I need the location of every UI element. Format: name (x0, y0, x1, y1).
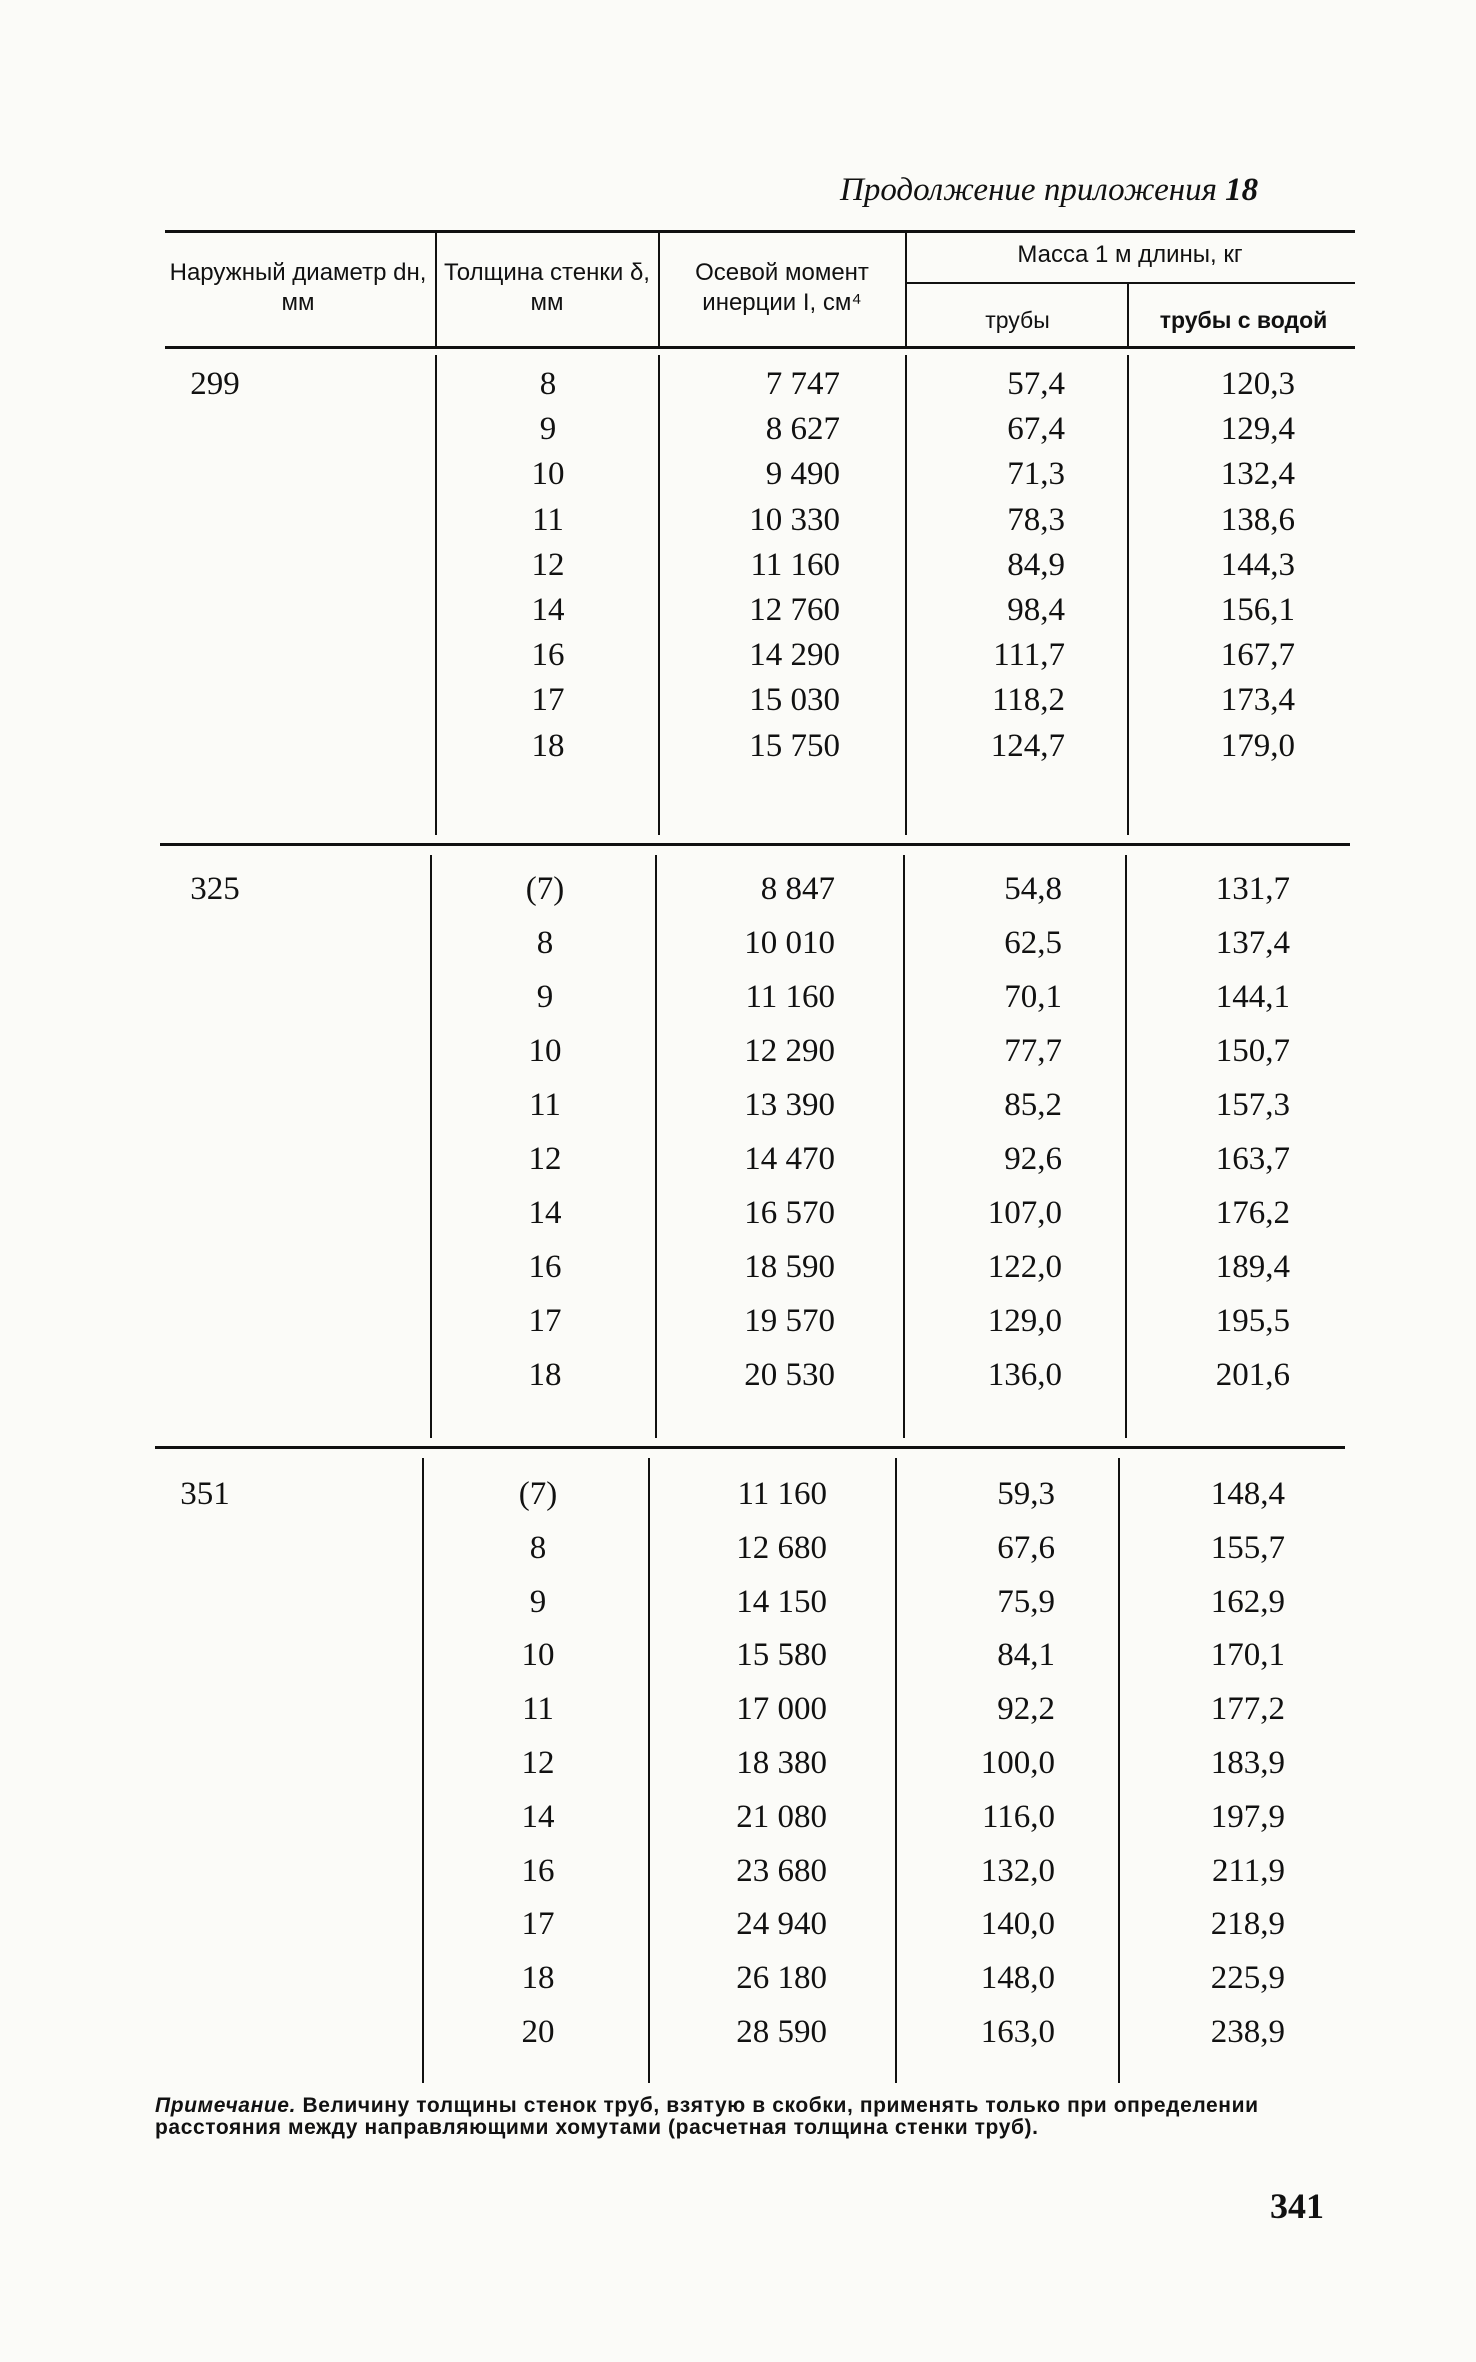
moment-cell: 19 570 (744, 1303, 835, 1339)
note-label: Примечание. (155, 2094, 296, 2117)
pipe-water-mass-cell: 144,3 (1220, 546, 1295, 583)
header-outer-diameter: Наружный диаметр dн, мм (169, 259, 427, 316)
pipe-water-mass-cell: 189,4 (1215, 1249, 1290, 1285)
note-text: Величину толщины стенок труб, взятую в скобки, применять только при определении расстояния между направляющими хомутами (расчетная толщина стенки труб). (155, 2094, 1259, 2139)
wall-thickness-cell: 8 (536, 925, 554, 961)
pipe-water-mass-cell: 163,7 (1215, 1141, 1290, 1177)
wall-thickness-cell: 10 (531, 456, 565, 493)
moment-cell: 17 000 (736, 1691, 827, 1728)
pipe-mass-cell: 163,0 (980, 2014, 1055, 2050)
pipe-mass-cell: 107,0 (987, 1195, 1062, 1231)
wall-thickness-cell: 11 (522, 1691, 554, 1728)
moment-cell: 11 160 (745, 979, 835, 1015)
pipe-water-mass-cell: 238,9 (1210, 2014, 1285, 2050)
wall-thickness-cell: 18 (521, 1960, 555, 1997)
caption-text: Продолжение приложения (840, 172, 1217, 208)
pipe-water-mass-cell: 167,7 (1220, 637, 1295, 674)
table-note (155, 2095, 1355, 2139)
moment-cell: 15 750 (749, 727, 840, 764)
caption-number: 18 (1225, 172, 1259, 208)
pipe-mass-cell: 85,2 (1004, 1087, 1062, 1123)
header-vrule-2 (658, 233, 660, 346)
moment-cell: 7 747 (765, 366, 840, 402)
pipe-mass-cell: 84,9 (1007, 546, 1065, 583)
wall-thickness-cell: 17 (531, 682, 565, 719)
pipe-water-mass-cell: 137,4 (1215, 925, 1290, 961)
header-mass-group: Масса 1 м длины, кг (1017, 241, 1243, 268)
wall-thickness-cell: 14 (521, 1798, 555, 1835)
table-caption (840, 172, 1360, 209)
wall-thickness-cell: 17 (528, 1303, 562, 1339)
pipe-water-mass-cell: 211,9 (1211, 1852, 1285, 1889)
moment-cell: 14 470 (744, 1141, 835, 1177)
moment-cell: 8 847 (760, 871, 835, 907)
moment-cell: 28 590 (736, 2014, 827, 2050)
pipe-water-mass-cell: 218,9 (1210, 1906, 1285, 1943)
wall-thickness-cell: 10 (521, 1637, 555, 1674)
wall-thickness-cell: 12 (528, 1141, 562, 1177)
body-vrule (422, 1458, 424, 2083)
moment-cell: 11 160 (750, 546, 840, 583)
header-moment-of-inertia: Осевой момент инерции I, см⁴ (695, 259, 869, 316)
pipe-mass-cell: 57,4 (1007, 366, 1065, 402)
pipe-water-mass-cell: 177,2 (1210, 1691, 1285, 1728)
pipe-mass-cell: 67,4 (1007, 411, 1065, 448)
moment-cell: 20 530 (744, 1357, 835, 1393)
pipe-mass-cell: 62,5 (1004, 925, 1062, 961)
wall-thickness-cell: 12 (531, 546, 565, 583)
wall-thickness-cell: 11 (529, 1087, 561, 1123)
pipe-mass-cell: 78,3 (1007, 501, 1065, 538)
pipe-mass-cell: 67,6 (997, 1529, 1055, 1566)
wall-thickness-cell: (7) (525, 871, 565, 907)
diameter-cell: 299 (190, 366, 240, 402)
pipe-water-mass-cell: 176,2 (1215, 1195, 1290, 1231)
pipe-mass-cell: 100,0 (980, 1745, 1055, 1781)
wall-thickness-cell: 16 (521, 1852, 555, 1889)
pipe-mass-cell: 75,9 (997, 1583, 1055, 1620)
header-pipe-mass: трубы (985, 307, 1050, 333)
pipe-water-mass-cell: 148,4 (1210, 1476, 1285, 1512)
moment-cell: 9 490 (765, 456, 840, 493)
wall-thickness-cell: 18 (528, 1357, 562, 1393)
pipe-water-mass-cell: 195,5 (1215, 1303, 1290, 1339)
moment-cell: 14 290 (749, 637, 840, 674)
header-wall-thickness: Толщина стенки δ, мм (444, 259, 650, 316)
pipe-water-mass-cell: 138,6 (1220, 501, 1295, 538)
moment-cell: 12 760 (749, 592, 840, 628)
moment-cell: 10 330 (749, 501, 840, 538)
wall-thickness-cell: 8 (539, 366, 557, 402)
pipe-water-mass-cell: 201,6 (1215, 1357, 1290, 1393)
diameter-cell: 351 (180, 1476, 230, 1512)
header-vrule-1 (435, 233, 437, 346)
pipe-mass-cell: 70,1 (1004, 979, 1062, 1015)
wall-thickness-cell: 11 (532, 501, 564, 538)
wall-thickness-cell: 9 (536, 979, 554, 1015)
mass-group-rule (905, 282, 1355, 284)
moment-cell: 23 680 (736, 1852, 827, 1889)
moment-cell: 12 680 (736, 1529, 827, 1566)
wall-thickness-cell: 12 (521, 1745, 555, 1781)
pipe-water-mass-cell: 120,3 (1220, 366, 1295, 402)
body-vrule (430, 855, 432, 1438)
diameter-cell: 325 (190, 871, 240, 907)
wall-thickness-cell: 16 (531, 637, 565, 674)
moment-cell: 24 940 (736, 1906, 827, 1943)
header-vrule-4 (1127, 284, 1129, 346)
pipe-mass-cell: 132,0 (980, 1852, 1055, 1889)
pipe-water-mass-cell: 144,1 (1215, 979, 1290, 1015)
moment-cell: 21 080 (736, 1798, 827, 1835)
pipe-mass-cell: 116,0 (981, 1798, 1055, 1835)
pipe-mass-cell: 71,3 (1007, 456, 1065, 493)
wall-thickness-cell: 18 (531, 727, 565, 764)
moment-cell: 10 010 (744, 925, 835, 961)
wall-thickness-cell: 10 (528, 1033, 562, 1069)
group-separator-1 (160, 843, 1350, 846)
wall-thickness-cell: 9 (529, 1583, 547, 1620)
pipe-water-mass-cell: 132,4 (1220, 456, 1295, 493)
wall-thickness-cell: 20 (521, 2014, 555, 2050)
wall-thickness-cell: 8 (529, 1529, 547, 1566)
moment-cell: 8 627 (765, 411, 840, 448)
pipe-water-mass-cell: 156,1 (1220, 592, 1295, 628)
pipe-water-mass-cell: 157,3 (1215, 1087, 1290, 1123)
pipe-mass-cell: 98,4 (1007, 592, 1065, 628)
table-top-rule (165, 230, 1355, 233)
moment-cell: 18 590 (744, 1249, 835, 1285)
pipe-mass-cell: 118,2 (991, 682, 1065, 719)
pipe-mass-cell: 92,6 (1004, 1141, 1062, 1177)
pipe-water-mass-cell: 225,9 (1210, 1960, 1285, 1997)
moment-cell: 15 030 (749, 682, 840, 719)
header-bottom-rule (165, 346, 1355, 349)
page-number: 341 (1270, 2186, 1324, 2226)
group-separator-2 (155, 1446, 1345, 1449)
pipe-water-mass-cell: 179,0 (1220, 727, 1295, 764)
pipe-mass-cell: 129,0 (987, 1303, 1062, 1339)
header-pipe-water-mass: трубы с водой (1159, 307, 1328, 333)
wall-thickness-cell: (7) (518, 1476, 558, 1512)
wall-thickness-cell: 9 (539, 411, 557, 448)
pipe-mass-cell: 140,0 (980, 1906, 1055, 1943)
pipe-water-mass-cell: 131,7 (1215, 871, 1290, 907)
body-vrule (435, 355, 437, 835)
moment-cell: 16 570 (744, 1195, 835, 1231)
pipe-mass-cell: 148,0 (980, 1960, 1055, 1997)
pipe-mass-cell: 59,3 (997, 1476, 1055, 1512)
pipe-mass-cell: 92,2 (997, 1691, 1055, 1728)
pipe-mass-cell: 122,0 (987, 1249, 1062, 1285)
pipe-water-mass-cell: 173,4 (1220, 682, 1295, 719)
pipe-mass-cell: 54,8 (1004, 871, 1062, 907)
moment-cell: 12 290 (744, 1033, 835, 1069)
wall-thickness-cell: 16 (528, 1249, 562, 1285)
pipe-water-mass-cell: 162,9 (1210, 1583, 1285, 1620)
pipe-water-mass-cell: 170,1 (1210, 1637, 1285, 1674)
moment-cell: 14 150 (736, 1583, 827, 1620)
wall-thickness-cell: 14 (528, 1195, 562, 1231)
pipe-mass-cell: 136,0 (987, 1357, 1062, 1393)
pipe-water-mass-cell: 129,4 (1220, 411, 1295, 448)
wall-thickness-cell: 14 (531, 592, 565, 628)
moment-cell: 11 160 (737, 1476, 827, 1512)
wall-thickness-cell: 17 (521, 1906, 555, 1943)
moment-cell: 15 580 (736, 1637, 827, 1674)
pipe-water-mass-cell: 183,9 (1210, 1745, 1285, 1781)
pipe-mass-cell: 111,7 (993, 637, 1065, 674)
moment-cell: 26 180 (736, 1960, 827, 1997)
pipe-water-mass-cell: 197,9 (1210, 1798, 1285, 1835)
pipe-water-mass-cell: 150,7 (1215, 1033, 1290, 1069)
header-vrule-3 (905, 233, 907, 346)
moment-cell: 13 390 (744, 1087, 835, 1123)
pipe-mass-cell: 124,7 (990, 727, 1065, 764)
pipe-mass-cell: 77,7 (1004, 1033, 1062, 1069)
pipe-mass-cell: 84,1 (997, 1637, 1055, 1674)
pipe-water-mass-cell: 155,7 (1210, 1529, 1285, 1566)
moment-cell: 18 380 (736, 1745, 827, 1781)
